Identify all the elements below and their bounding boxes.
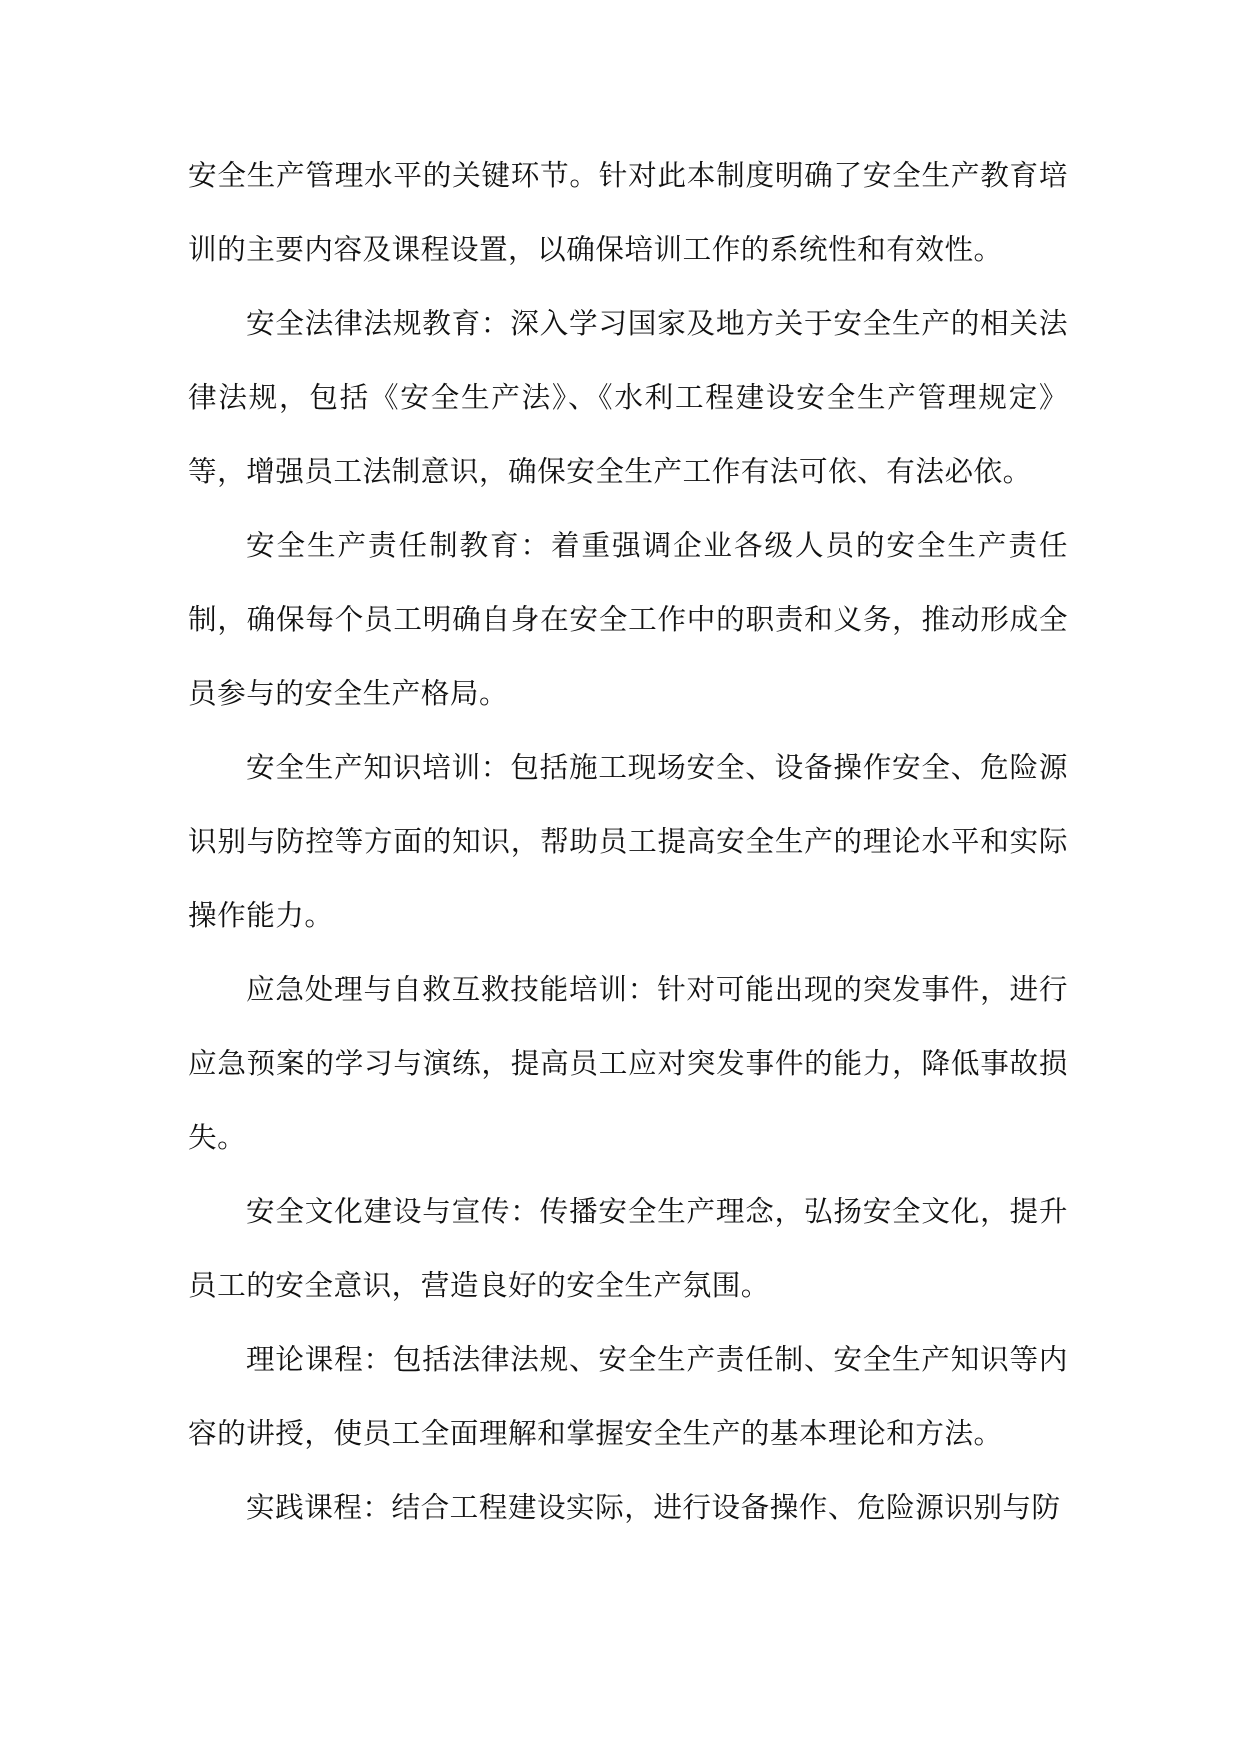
paragraph-knowledge-training: 安全生产知识培训：包括施工现场安全、设备操作安全、危险源识别与防控等方面的知识，帮助员工提高安全生产的理论水平和实际操作能力。 <box>188 750 1068 932</box>
document-body <box>188 138 1068 1544</box>
paragraph-theory-course: 理论课程：包括法律法规、安全生产责任制、安全生产知识等内容的讲授，使员工全面理解和掌握安全生产的基本理论和方法。 <box>188 1342 1068 1450</box>
paragraph-continuation: 安全生产管理水平的关键环节。针对此本制度明确了安全生产教育培训的主要内容及课程设置，以确保培训工作的系统性和有效性。 <box>188 158 1068 266</box>
paragraph-emergency-training: 应急处理与自救互救技能培训：针对可能出现的突发事件，进行应急预案的学习与演练，提高员工应对突发事件的能力，降低事故损失。 <box>188 972 1068 1154</box>
paragraph-law-education: 安全法律法规教育：深入学习国家及地方关于安全生产的相关法律法规，包括《安全生产法》、《水利工程建设安全生产管理规定》等，增强员工法制意识，确保安全生产工作有法可依、有法必依。 <box>188 306 1068 488</box>
paragraph-practice-course: 实践课程：结合工程建设实际，进行设备操作、危险源识别与防 <box>246 1490 1061 1524</box>
paragraph-safety-culture: 安全文化建设与宣传：传播安全生产理念，弘扬安全文化，提升员工的安全意识，营造良好的安全生产氛围。 <box>188 1194 1068 1302</box>
paragraph-responsibility-education: 安全生产责任制教育：着重强调企业各级人员的安全生产责任制，确保每个员工明确自身在安全工作中的职责和义务，推动形成全员参与的安全生产格局。 <box>188 528 1068 710</box>
